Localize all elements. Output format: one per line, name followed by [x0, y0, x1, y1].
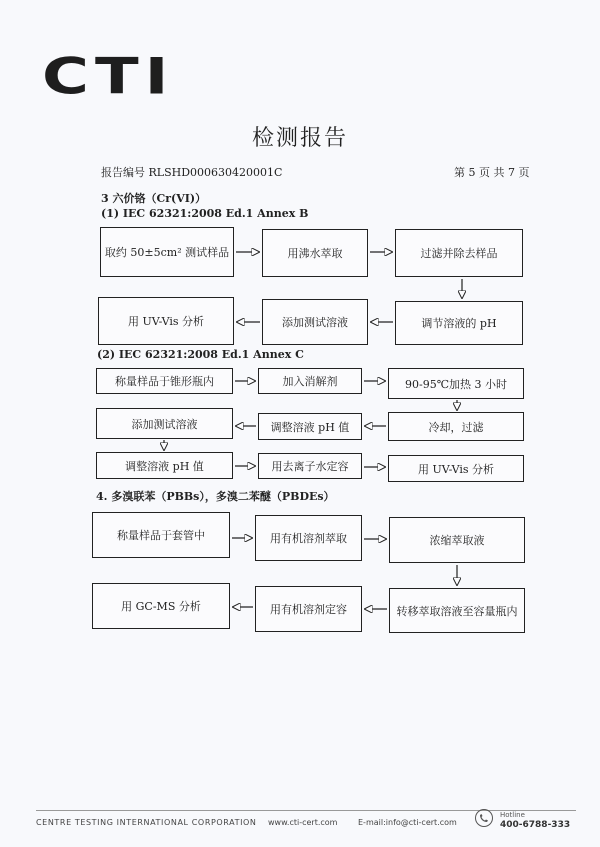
- footer-company: CENTRE TESTING INTERNATIONAL CORPORATION: [36, 818, 257, 827]
- flow-box-c3: 90-95℃加热 3 小时: [388, 368, 524, 399]
- flow-box-c7: 调整溶液 pH 值: [96, 452, 233, 479]
- flow-box-b5: 添加测试溶液: [262, 299, 368, 345]
- report-number: 报告编号 RLSHD000630420001C: [101, 166, 283, 179]
- method-b-heading: (1) IEC 62321:2008 Ed.1 Annex B: [101, 207, 309, 220]
- page-number: 第 5 页 共 7 页: [454, 166, 530, 179]
- flow-box-d1: 称量样品于套管中: [92, 512, 230, 558]
- method-c-heading: (2) IEC 62321:2008 Ed.1 Annex C: [97, 348, 304, 361]
- flow-box-c2: 加入消解剂: [258, 368, 362, 394]
- hotline-label: Hotline: [500, 811, 525, 819]
- flow-box-d5: 用有机溶剂定容: [255, 586, 362, 632]
- flow-box-c9: 用 UV-Vis 分析: [388, 455, 524, 482]
- cti-logo: CTI: [42, 48, 175, 106]
- flow-box-b1: 取约 50±5cm² 测试样品: [100, 227, 234, 277]
- section-4-heading: 4. 多溴联苯（PBBs），多溴二苯醚（PBDEs）: [96, 490, 335, 503]
- phone-icon: [474, 808, 494, 828]
- page-title: 检测报告: [251, 126, 348, 151]
- footer-divider: [36, 810, 576, 811]
- flow-box-d3: 浓缩萃取液: [389, 517, 525, 563]
- flow-box-d6: 用 GC-MS 分析: [92, 583, 230, 629]
- flow-box-d2: 用有机溶剂萃取: [255, 515, 362, 561]
- footer-website: www.cti-cert.com: [268, 818, 338, 827]
- footer-email: E-mail:info@cti-cert.com: [358, 818, 457, 827]
- flow-box-c5: 调整溶液 pH 值: [258, 413, 362, 440]
- flow-box-b4: 调节溶液的 pH: [395, 301, 523, 345]
- flow-box-c1: 称量样品于锥形瓶内: [96, 368, 233, 394]
- flow-box-d4: 转移萃取溶液至容量瓶内: [389, 588, 525, 633]
- flow-box-c8: 用去离子水定容: [258, 453, 362, 479]
- section-3-heading: 3 六价铬（Cr(VI)）: [101, 192, 207, 205]
- flow-box-b3: 过滤并除去样品: [395, 229, 523, 277]
- flow-box-c4: 冷却，过滤: [388, 412, 524, 441]
- flow-box-b6: 用 UV-Vis 分析: [98, 297, 234, 345]
- flow-box-c6: 添加测试溶液: [96, 408, 233, 439]
- flow-box-b2: 用沸水萃取: [262, 229, 368, 277]
- hotline-number: 400-6788-333: [500, 820, 571, 830]
